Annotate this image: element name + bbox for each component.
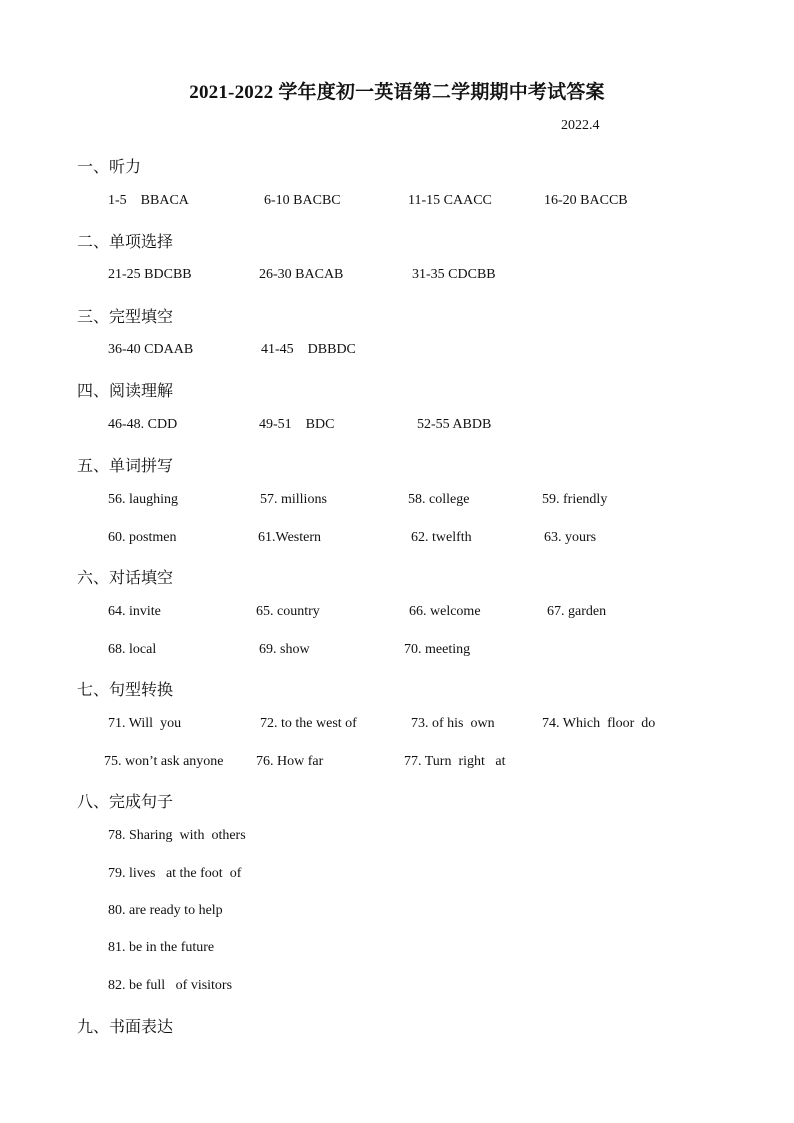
answer-item: 82. be full of visitors [108,978,233,993]
answer-item: 6-10 BACBC [264,193,341,208]
answer-item: 56. laughing [108,492,178,507]
section-heading-writing: 九、书面表达 [77,1017,174,1036]
section-heading-listening: 一、听力 [77,157,142,176]
answer-item: 11-15 CAACC [408,193,492,208]
answer-item: 78. Sharing with others [108,828,246,843]
answer-item: 75. won’t ask anyone [104,754,224,769]
answer-item: 31-35 CDCBB [412,267,496,282]
answer-item: 49-51 BDC [259,417,335,432]
answer-item: 36-40 CDAAB [108,342,194,357]
answer-item: 68. local [108,642,157,657]
answer-item: 46-48. CDD [108,417,178,432]
answer-item: 62. twelfth [411,530,472,545]
answer-item: 21-25 BDCBB [108,267,192,282]
section-heading-spelling: 五、单词拼写 [77,456,174,475]
answer-item: 63. yours [544,530,597,545]
answer-item: 71. Will you [108,716,182,731]
section-heading-multiple-choice: 二、单项选择 [77,232,174,251]
section-heading-dialogue: 六、对话填空 [77,568,174,587]
answer-item: 66. welcome [409,604,481,619]
answer-item: 1-5 BBACA [108,193,189,208]
answer-item: 69. show [259,642,310,657]
document-title: 2021-2022 学年度初一英语第二学期期中考试答案 [189,82,605,103]
answer-item: 58. college [408,492,470,507]
answer-item: 73. of his own [411,716,495,731]
answer-item: 74. Which floor do [542,716,656,731]
answer-item: 72. to the west of [260,716,357,731]
answer-item: 79. lives at the foot of [108,866,242,881]
answer-item: 52-55 ABDB [417,417,492,432]
section-heading-cloze: 三、完型填空 [77,307,174,326]
answer-item: 81. be in the future [108,940,215,955]
answer-item: 70. meeting [404,642,471,657]
answer-item: 59. friendly [542,492,608,507]
answer-item: 64. invite [108,604,161,619]
answer-item: 80. are ready to help [108,903,223,918]
answer-item: 77. Turn right at [404,754,506,769]
document-date: 2022.4 [561,118,600,133]
answer-item: 76. How far [256,754,324,769]
answer-item: 67. garden [547,604,607,619]
answer-item: 16-20 BACCB [544,193,628,208]
section-heading-reading: 四、阅读理解 [77,381,174,400]
section-heading-complete-sentences: 八、完成句子 [77,792,174,811]
answer-item: 57. millions [260,492,327,507]
answer-item: 41-45 DBBDC [261,342,356,357]
answer-item: 61.Western [258,530,322,545]
answer-item: 65. country [256,604,320,619]
answer-item: 60. postmen [108,530,177,545]
section-heading-transformation: 七、句型转换 [77,680,174,699]
answer-item: 26-30 BACAB [259,267,344,282]
